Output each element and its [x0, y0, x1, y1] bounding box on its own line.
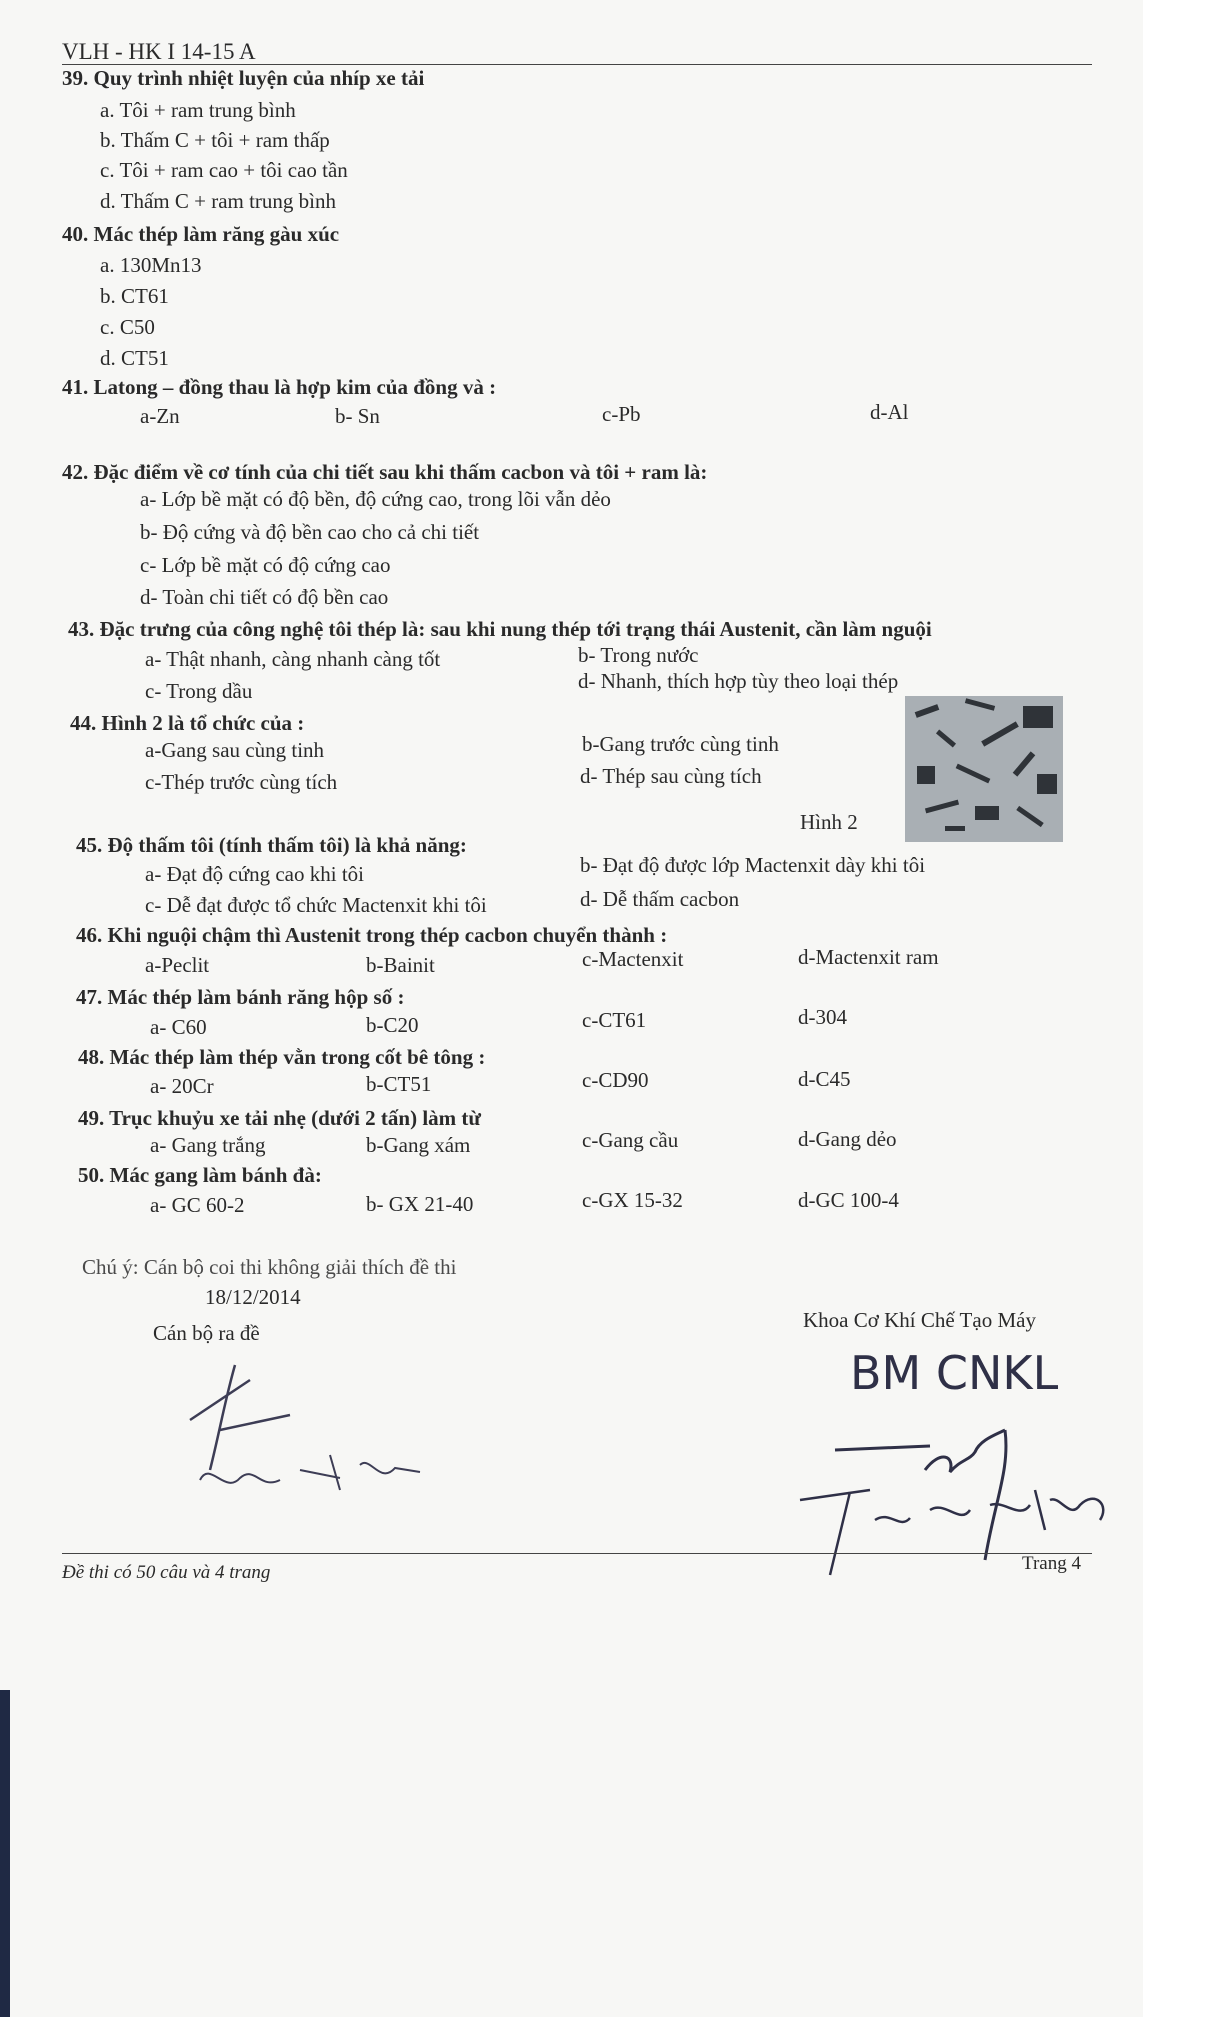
question-47-title: 47. Mác thép làm bánh răng hộp số : [76, 985, 405, 1009]
q44-option-b: b-Gang trước cùng tinh [582, 732, 779, 756]
q43-option-d: d- Nhanh, thích hợp tùy theo loại thép [578, 669, 899, 693]
question-40-title: 40. Mác thép làm răng gàu xúc [62, 222, 340, 246]
question-50-title: 50. Mác gang làm bánh đà: [78, 1163, 322, 1187]
q41-option-c: c-Pb [602, 402, 641, 426]
q43-option-b: b- Trong nước [578, 643, 699, 667]
q48-option-b: b-CT51 [366, 1072, 432, 1096]
scan-edge [1143, 0, 1225, 2017]
q48-option-a: a- 20Cr [150, 1074, 214, 1098]
q39-option-a: a. Tôi + ram trung bình [100, 98, 296, 122]
q44-option-d: d- Thép sau cùng tích [580, 764, 762, 788]
q40-option-a: a. 130Mn13 [100, 253, 202, 277]
exam-date: 18/12/2014 [205, 1285, 301, 1309]
q46-option-d: d-Mactenxit ram [798, 945, 939, 969]
question-46-title: 46. Khi nguội chậm thì Austenit trong thép cacbon chuyển thành : [76, 923, 668, 947]
q47-option-d: d-304 [798, 1005, 847, 1029]
q43-option-c: c- Trong dầu [145, 679, 253, 703]
q42-option-d: d- Toàn chi tiết có độ bền cao [140, 585, 389, 609]
q49-option-b: b-Gang xám [366, 1133, 471, 1157]
dept-handwritten: BM CNKL [850, 1346, 1059, 1400]
q50-option-c: c-GX 15-32 [582, 1188, 683, 1212]
q48-option-c: c-CD90 [582, 1068, 649, 1092]
q39-option-d: d. Thấm C + ram trung bình [100, 189, 337, 213]
q48-option-d: d-C45 [798, 1067, 851, 1091]
q41-option-a: a-Zn [140, 404, 180, 428]
question-48-title: 48. Mác thép làm thép vằn trong cốt bê tông : [78, 1045, 486, 1069]
q41-option-d: d-Al [870, 400, 909, 424]
question-45-title: 45. Độ thấm tôi (tính thấm tôi) là khả năng: [76, 833, 467, 857]
question-49-title: 49. Trục khuỷu xe tải nhẹ (dưới 2 tấn) làm từ [78, 1106, 482, 1130]
page-header: VLH - HK I 14-15 A [62, 39, 256, 64]
q47-option-a: a- C60 [150, 1015, 207, 1039]
question-41-title: 41. Latong – đồng thau là hợp kim của đồng và : [62, 375, 497, 399]
author-role: Cán bộ ra đề [153, 1321, 260, 1345]
q46-option-c: c-Mactenxit [582, 947, 684, 971]
q42-option-b: b- Độ cứng và độ bền cao cho cả chi tiết [140, 520, 480, 544]
q45-option-b: b- Đạt độ được lớp Mactenxit dày khi tôi [580, 853, 926, 877]
scan-shadow [0, 1690, 10, 2017]
q46-option-b: b-Bainit [366, 953, 435, 977]
q50-option-b: b- GX 21-40 [366, 1192, 474, 1216]
q50-option-a: a- GC 60-2 [150, 1193, 245, 1217]
question-44-title: 44. Hình 2 là tổ chức của : [70, 711, 305, 735]
exam-note: Chú ý: Cán bộ coi thi không giải thích đề thi [82, 1255, 457, 1279]
q50-option-d: d-GC 100-4 [798, 1188, 899, 1212]
q45-option-c: c- Dễ đạt được tổ chức Mactenxit khi tôi [145, 893, 487, 917]
figure-2-caption: Hình 2 [800, 810, 858, 834]
q42-option-c: c- Lớp bề mặt có độ cứng cao [140, 553, 391, 577]
footer-rule [62, 1553, 1092, 1554]
page-number: Trang 4 [1022, 1553, 1081, 1574]
q40-option-d: d. CT51 [100, 346, 169, 370]
question-42-title: 42. Đặc điểm về cơ tính của chi tiết sau khi thấm cacbon và tôi + ram là: [62, 460, 708, 484]
faculty-signature [780, 1410, 1140, 1580]
faculty-name: Khoa Cơ Khí Chế Tạo Máy [803, 1308, 1036, 1332]
q49-option-c: c-Gang cầu [582, 1128, 679, 1152]
q39-option-c: c. Tôi + ram cao + tôi cao tần [100, 158, 348, 182]
q40-option-b: b. CT61 [100, 284, 169, 308]
q40-option-c: c. C50 [100, 315, 155, 339]
q45-option-d: d- Dễ thấm cacbon [580, 887, 740, 911]
q49-option-d: d-Gang dẻo [798, 1127, 897, 1151]
q46-option-a: a-Peclit [145, 953, 210, 977]
q44-option-a: a-Gang sau cùng tinh [145, 738, 325, 762]
footer-note: Đề thi có 50 câu và 4 trang [62, 1562, 271, 1583]
q41-option-b: b- Sn [335, 404, 380, 428]
q47-option-b: b-C20 [366, 1013, 419, 1037]
q39-option-b: b. Thấm C + tôi + ram thấp [100, 128, 330, 152]
header-rule [62, 64, 1092, 65]
question-43-title: 43. Đặc trưng của công nghệ tôi thép là: sau khi nung thép tới trạng thái Austenit, cần làm nguội [68, 617, 932, 641]
q47-option-c: c-CT61 [582, 1008, 647, 1032]
microstructure-figure [905, 696, 1063, 842]
question-39-title: 39. Quy trình nhiệt luyện của nhíp xe tải [62, 66, 425, 90]
author-signature [180, 1360, 440, 1500]
q49-option-a: a- Gang trắng [150, 1133, 266, 1157]
q45-option-a: a- Đạt độ cứng cao khi tôi [145, 862, 364, 886]
q42-option-a: a- Lớp bề mặt có độ bền, độ cứng cao, trong lõi vẫn dẻo [140, 487, 611, 511]
q43-option-a: a- Thật nhanh, càng nhanh càng tốt [145, 647, 441, 671]
q44-option-c: c-Thép trước cùng tích [145, 770, 338, 794]
